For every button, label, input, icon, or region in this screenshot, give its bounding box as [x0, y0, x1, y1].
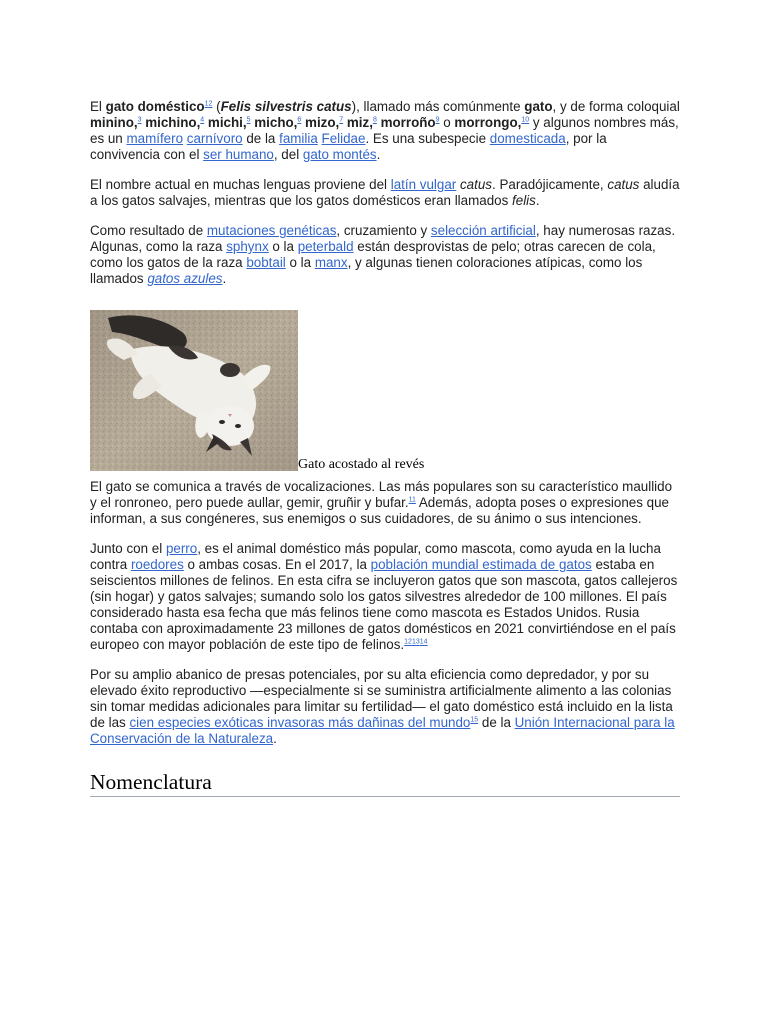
italic-term: felis	[512, 193, 536, 208]
text: están desprovistas de pelo; otras carecen de cola, como los gatos de la raza	[90, 239, 656, 270]
text: de la	[478, 715, 515, 730]
text: de la	[242, 131, 280, 146]
italic-term: catus	[607, 177, 640, 192]
etymology-paragraph	[90, 177, 680, 209]
ref-link[interactable]: 15	[470, 716, 479, 724]
ref-link[interactable]: 12	[404, 638, 412, 646]
link-uicn[interactable]: Unión Internacional para la Conservación de la Naturaleza	[90, 715, 675, 746]
text: aludía a los gatos salvajes, mientras que los gatos domésticos eran llamados	[90, 177, 680, 208]
text: , es el animal doméstico más popular, como mascota, como ayuda en la lucha contra	[90, 541, 661, 572]
text: . Paradójicamente,	[492, 177, 608, 192]
link-mamifero[interactable]: mamífero	[126, 131, 184, 146]
cat-photo[interactable]	[90, 310, 298, 471]
link-familia[interactable]: familia	[279, 131, 318, 146]
text: Como resultado de	[90, 223, 207, 238]
text: , hay numerosas razas. Algunas, como la raza	[90, 223, 676, 254]
text: o la	[285, 255, 315, 270]
link-carnivoro[interactable]: carnívoro	[186, 131, 243, 146]
link-manx[interactable]: manx	[314, 255, 348, 270]
text: Junto con el	[90, 541, 166, 556]
text: o ambas cosas. En el 2017, la	[183, 557, 371, 572]
link-bobtail[interactable]: bobtail	[246, 255, 286, 270]
link-seleccion-artificial[interactable]: selección artificial	[430, 223, 536, 238]
text: y algunos nombres más, es un	[90, 115, 679, 146]
link-latin-vulgar[interactable]: latín vulgar	[390, 177, 457, 192]
population-paragraph	[90, 541, 680, 653]
text: estaba en seiscientos millones de felinos. En esta cifra se incluyeron gatos que son mascota, gatos callejeros (sin hogar) y gatos salvajes; sumando solo los gatos silvestres alrededor de 100 millones. El país considerado hasta esa fecha que más felinos tiene como mascota es Estados Unidos. Rusia contaba con aproximadamente 23 millones de gatos domésticos en 2021 convirtiéndose en el país europeo con mayor población de este tipo de felinos.	[90, 557, 678, 652]
link-text: gatos azules	[147, 271, 223, 286]
ref-link[interactable]: 9	[435, 116, 440, 124]
bold-term: minino,	[90, 115, 138, 130]
ref-link[interactable]: 6	[297, 116, 302, 124]
ref-link[interactable]: 13	[411, 638, 420, 646]
text: , y de forma coloquial	[552, 99, 680, 114]
text: .	[273, 731, 277, 746]
ref-link[interactable]: 4	[200, 116, 205, 124]
link-poblacion-mundial[interactable]: población mundial estimada de gatos	[370, 557, 592, 572]
italic-term: catus	[459, 177, 492, 192]
link-sphynx[interactable]: sphynx	[226, 239, 269, 254]
bold-term: michi,	[204, 115, 247, 130]
text: .	[535, 193, 540, 208]
bold-term: gato	[524, 99, 553, 114]
ref-link[interactable]: 1	[204, 100, 209, 108]
ref-link[interactable]: 10	[521, 116, 530, 124]
communication-paragraph	[90, 479, 680, 527]
link-gatos-azules[interactable]	[147, 271, 222, 286]
ref-link[interactable]: 8	[372, 116, 377, 124]
text: (	[212, 99, 221, 114]
link-roedores[interactable]: roedores	[130, 557, 184, 572]
text: El gato se comunica a través de vocalizaciones. Las más populares son su característico maullido y el ronroneo, pero puede aullar, gemir, gruñir y bufar.	[90, 479, 673, 510]
bold-term: miz,	[343, 115, 373, 130]
text: . Es una subespecie	[365, 131, 490, 146]
article-content	[90, 99, 680, 797]
invasive-paragraph	[90, 667, 680, 747]
bold-term: micho,	[250, 115, 298, 130]
ref-link[interactable]: 3	[137, 116, 142, 124]
link-domesticada[interactable]: domesticada	[489, 131, 566, 146]
link-ser-humano[interactable]: ser humano	[203, 147, 274, 162]
text: , del	[273, 147, 303, 162]
text: o la	[268, 239, 298, 254]
text: El	[90, 99, 106, 114]
figure-caption: Gato acostado al revés	[298, 457, 425, 472]
text: o	[439, 115, 455, 130]
bold-term: gato doméstico	[105, 99, 205, 114]
bold-term: michino,	[141, 115, 201, 130]
text: , cruzamiento y	[336, 223, 431, 238]
bold-term: mizo,	[301, 115, 340, 130]
text: , y algunas tienen coloraciones atípicas, como los llamados	[90, 255, 643, 286]
breeds-paragraph	[90, 223, 680, 287]
text: Además, adopta poses o expresiones que informan, a sus congéneres, sus enemigos o sus cuidadores, de su ánimo o sus intenciones.	[90, 495, 669, 526]
cat-figure	[90, 310, 680, 471]
link-especies-invasoras[interactable]: cien especies exóticas invasoras más dañinas del mundo	[129, 715, 471, 730]
link-mutaciones-geneticas[interactable]: mutaciones genéticas	[206, 223, 337, 238]
ref-link[interactable]: 14	[419, 638, 428, 646]
section-heading: Nomenclatura	[90, 769, 680, 797]
bold-term: morrongo,	[454, 115, 522, 130]
ref-link[interactable]: 5	[246, 116, 251, 124]
link-felidae[interactable]: Felidae	[321, 131, 366, 146]
text: .	[222, 271, 227, 286]
link-peterbald[interactable]: peterbald	[297, 239, 354, 254]
text: El nombre actual en muchas lenguas proviene del	[90, 177, 391, 192]
link-perro[interactable]: perro	[165, 541, 198, 556]
link-gato-montes[interactable]: gato montés	[302, 147, 377, 162]
text: Por su amplio abanico de presas potenciales, por su alta eficiencia como depredador, y por su elevado éxito reproductivo —especialmente si se suministra artificialmente alimento a las colonias sin tomar medidas adicionales para limitar su fertilidad— el gato doméstico está incluido en la lista de las	[90, 667, 673, 730]
text: , por la convivencia con el	[90, 131, 607, 162]
ref-link[interactable]: 11	[408, 496, 416, 504]
ref-link[interactable]: 7	[339, 116, 344, 124]
text: .	[376, 147, 381, 162]
intro-paragraph	[90, 99, 680, 163]
scientific-name: Felis silvestris catus	[220, 99, 352, 114]
bold-term: morroño	[376, 115, 436, 130]
ref-link[interactable]: 2	[208, 100, 213, 108]
text: ), llamado más comúnmente	[351, 99, 525, 114]
